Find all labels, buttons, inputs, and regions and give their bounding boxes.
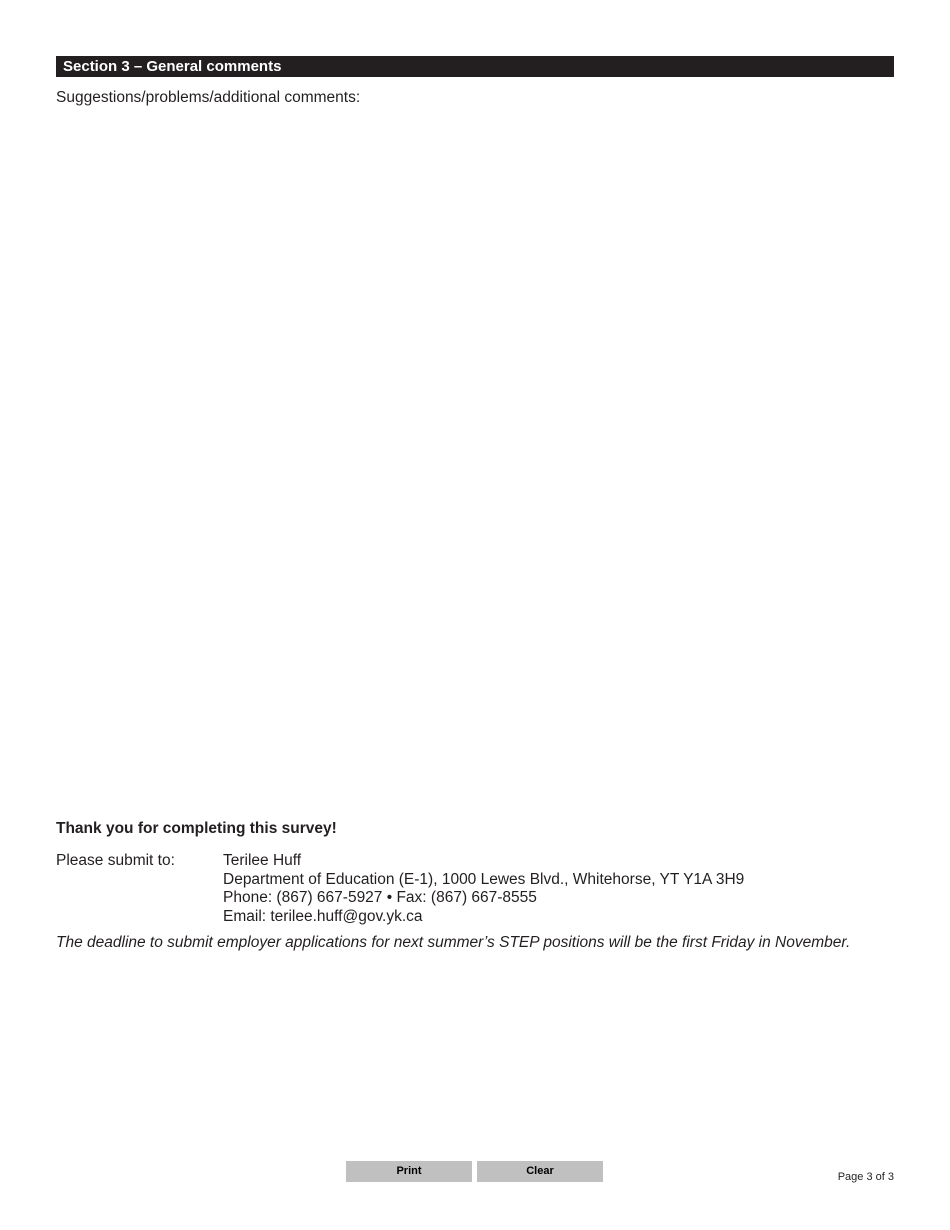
submit-to-label: Please submit to:: [56, 852, 175, 869]
contact-email: Email: terilee.huff@gov.yk.ca: [223, 907, 423, 925]
page-number: Page 3 of 3: [837, 1171, 894, 1183]
print-button[interactable]: Print: [346, 1161, 472, 1182]
comments-field[interactable]: [56, 112, 894, 802]
contact-block: [223, 852, 744, 926]
contact-address: Department of Education (E-1), 1000 Lewes Blvd., Whitehorse, YT Y1A 3H9: [223, 870, 745, 888]
thank-you-message: Thank you for completing this survey!: [56, 820, 337, 837]
contact-name: Terilee Huff: [223, 852, 302, 869]
section-3-header: Section 3 – General comments: [56, 56, 894, 77]
clear-button[interactable]: Clear: [477, 1161, 603, 1182]
comments-label: Suggestions/problems/additional comments:: [56, 89, 361, 106]
contact-phone-fax: Phone: (867) 667-5927 • Fax: (867) 667-8555: [223, 889, 537, 906]
deadline-note: The deadline to submit employer applications for next summer’s STEP positions will be the first Friday in November.: [56, 934, 851, 951]
